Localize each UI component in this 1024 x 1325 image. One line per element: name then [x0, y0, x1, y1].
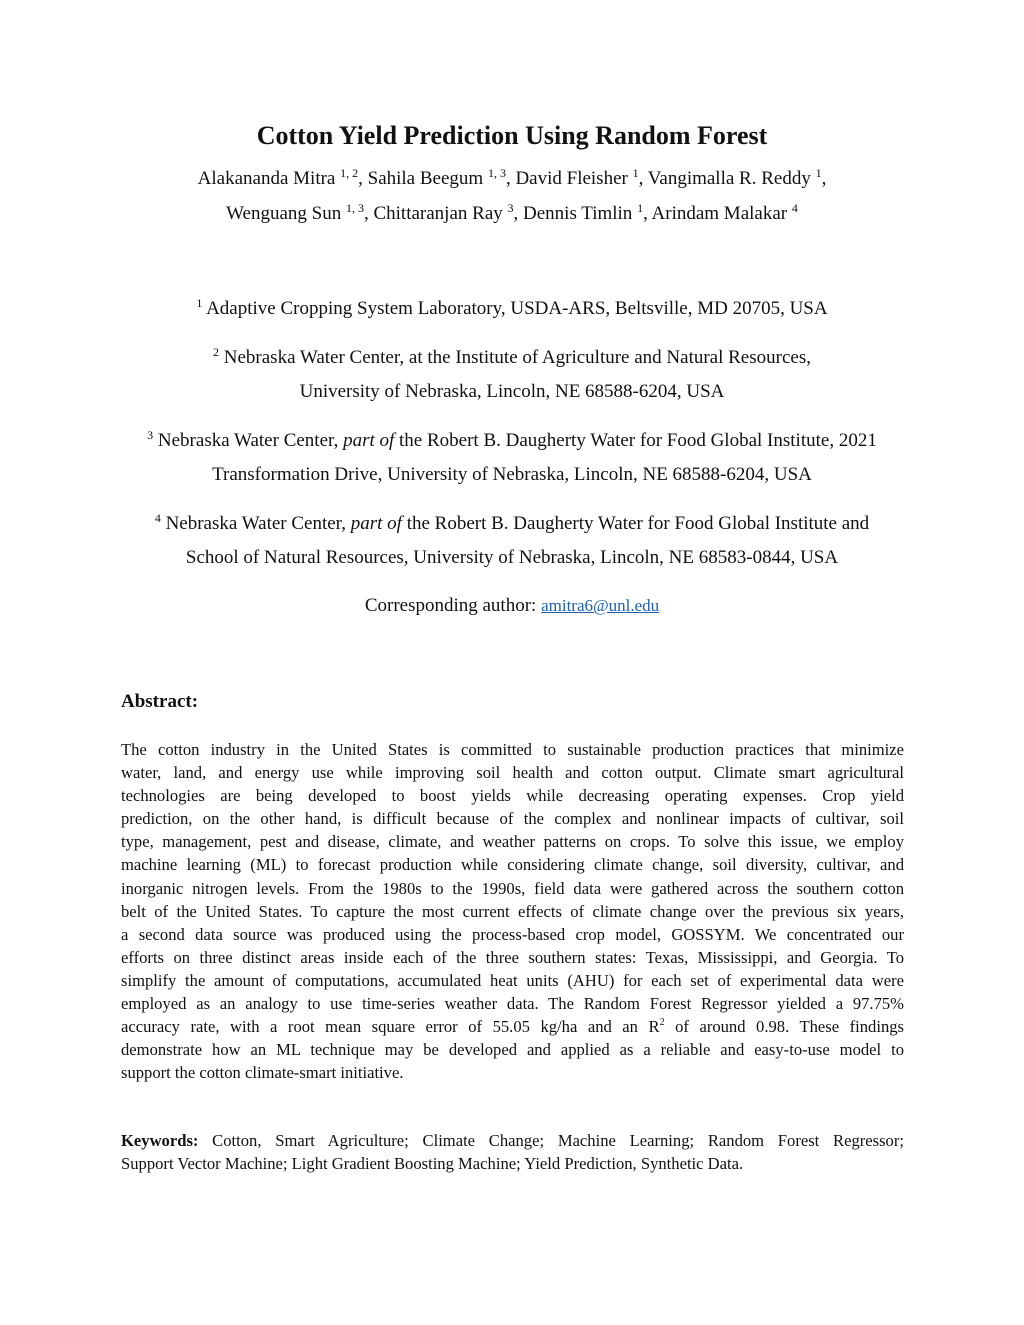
- keywords-text: Cotton, Smart Agriculture; Climate Change; Machine Learning; Random Forest Regressor;: [198, 1131, 904, 1150]
- affiliation-text: Nebraska Water Center, at the Institute of Agriculture and Natural Resources,: [223, 347, 811, 368]
- author-affiliation-mark: 1, 3: [345, 201, 364, 215]
- abstract-line: water, land, and energy use while improving soil health and cotton output. Climate smart agricultural: [121, 763, 904, 783]
- abstract-line: a second data source was produced using the process-based crop model, GOSSYM. We concentrated our: [121, 924, 904, 944]
- affiliation-text: University of Nebraska, Lincoln, NE 68588-6204, USA: [299, 381, 725, 402]
- affiliation-text: Nebraska Water Center,: [157, 430, 344, 451]
- keywords-label: Keywords:: [121, 1131, 199, 1150]
- author-name: David Fleisher: [515, 168, 628, 189]
- affiliation-italic: part of: [343, 430, 395, 451]
- affiliation-1: [60, 297, 964, 331]
- author-name: Chittaranjan Ray: [373, 203, 503, 224]
- affiliation-text: Transformation Drive, University of Nebraska, Lincoln, NE 68588-6204, USA: [212, 464, 812, 485]
- affiliation-number: 3: [147, 428, 154, 442]
- corresponding-author: [0, 594, 1024, 618]
- author-line-1: Alakananda Mitra $^{1, 2}$, Sahila Beegum $^{1, 3}$, David Fleisher $^1$, Vangimalla R. Reddy $^1$,: [197, 166, 827, 189]
- superscript: 2: [659, 1017, 665, 1029]
- author-name: Dennis Timlin: [523, 203, 633, 224]
- affiliation-text: the Robert B. Daugherty Water for Food Global Institute and: [401, 513, 870, 534]
- abstract-line: type, management, pest and disease, climate, and weather patterns on crops. To solve this issue, we employ: [121, 832, 904, 852]
- corresponding-label: Corresponding author:: [364, 595, 542, 616]
- abstract-heading: Abstract:: [121, 691, 199, 712]
- author-affiliation-mark: 4: [791, 201, 798, 215]
- abstract-line: simplify the amount of computations, accumulated heat units (AHU) for each set of experimental data were: [121, 970, 904, 990]
- affiliation-text: Nebraska Water Center,: [165, 513, 351, 534]
- abstract-line: The cotton industry in the United States is committed to sustainable production practices that minimize: [121, 740, 904, 759]
- abstract-line: support the cotton climate-smart initiative.: [121, 1063, 404, 1083]
- affiliation-number: 4: [154, 511, 161, 525]
- abstract-text: accuracy rate, with a root mean square error of 55.05 kg/ha and an R: [121, 1017, 660, 1037]
- author-affiliation-mark: 1: [815, 166, 822, 180]
- author-affiliation-mark: 1: [632, 166, 639, 180]
- author-name: Alakananda Mitra: [197, 168, 336, 189]
- author-line-2: Wenguang Sun $^{1, 3}$, Chittaranjan Ray $^3$, Dennis Timlin $^1$, Arindam Malakar $^4$: [226, 201, 798, 224]
- affiliation-number: 1: [196, 296, 203, 310]
- affiliation-3: [60, 429, 964, 497]
- abstract-line: belt of the United States. To capture the most current effects of climate change over the previous six years,: [121, 901, 904, 921]
- abstract-line: machine learning (ML) to forecast production while considering climate change, soil diversity, cultivar, and: [121, 855, 904, 875]
- keywords-line: Support Vector Machine; Light Gradient Boosting Machine; Yield Prediction, Synthetic Data.: [121, 1154, 744, 1174]
- affiliation-4: [60, 512, 964, 580]
- author-affiliation-mark: 3: [507, 201, 514, 215]
- abstract-text: of around 0.98. These findings: [664, 1017, 905, 1037]
- author-affiliation-mark: 1: [637, 201, 644, 215]
- email-link[interactable]: amitra6@unl.edu: [541, 596, 660, 615]
- abstract-line: employed as an analogy to use time-series weather data. The Random Forest Regressor yielded a 97.75%: [121, 994, 904, 1014]
- affiliation-text: Adaptive Cropping System Laboratory, USDA-ARS, Beltsville, MD 20705, USA: [206, 298, 828, 319]
- abstract-line-r2: [121, 1015, 904, 1038]
- abstract-line: prediction, on the other hand, is difficult because of the complex and nonlinear impacts of cultivar, soil: [121, 809, 904, 829]
- keywords: [121, 1129, 904, 1175]
- affiliation-2: [60, 346, 964, 414]
- author-name: Wenguang Sun: [226, 203, 342, 224]
- author-name: Sahila Beegum: [367, 168, 484, 189]
- abstract-body: [121, 738, 904, 1084]
- author-name: Vangimalla R. Reddy: [647, 168, 811, 189]
- abstract-line: inorganic nitrogen levels. From the 1980s to the 1990s, field data were gathered across the southern cotton: [121, 878, 904, 898]
- abstract-line: demonstrate how an ML technique may be developed and applied as a reliable and easy-to-use model to: [121, 1040, 904, 1060]
- abstract-line: technologies are being developed to boost yields while decreasing operating expenses. Crop yield: [121, 786, 904, 806]
- affiliation-number: 2: [213, 345, 220, 359]
- keywords-line: [121, 1129, 904, 1152]
- affiliation-text: the Robert B. Daugherty Water for Food Global Institute, 2021: [394, 430, 877, 451]
- affiliation-italic: part of: [350, 513, 402, 534]
- paper-title: Cotton Yield Prediction Using Random Forest: [256, 121, 768, 150]
- affiliation-text: School of Natural Resources, University of Nebraska, Lincoln, NE 68583-0844, USA: [185, 547, 839, 568]
- author-name: Arindam Malakar: [651, 203, 788, 224]
- author-affiliation-mark: 1, 3: [487, 166, 506, 180]
- author-affiliation-mark: 1, 2: [340, 166, 359, 180]
- abstract-line: efforts on three distinct areas inside each of the three southern states: Texas, Mississippi, and Georgia. To: [121, 947, 904, 967]
